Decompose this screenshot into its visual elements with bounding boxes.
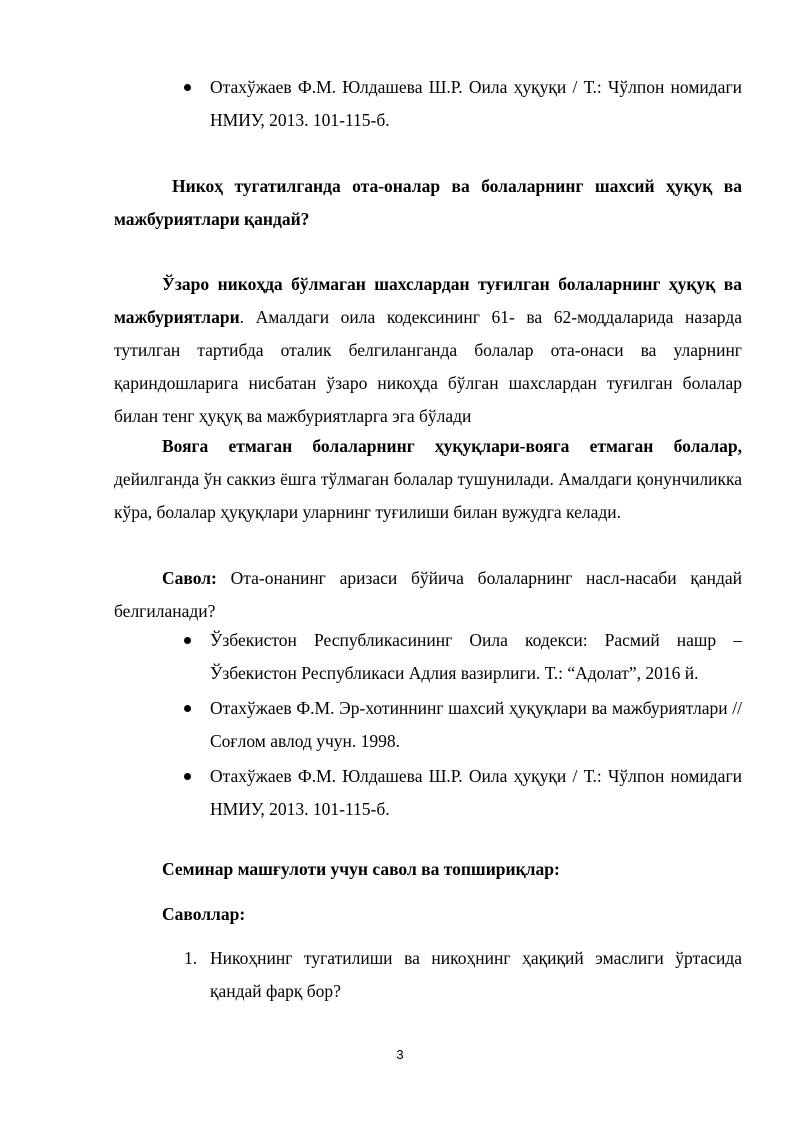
paragraph-2-text: дейилганда ўн саккиз ёшга тўлмаган болалар тушунилади. Амалдаги қонунчиликка кўра, болалар ҳуқуқлари уларнинг туғилиши билан вужудга келади. [114, 469, 742, 522]
questions-heading-text: Саволлар: [162, 904, 246, 924]
bullet-dot-icon [184, 637, 191, 644]
bullet-dot-icon [184, 773, 191, 780]
section-heading-text: Никоҳ тугатилганда ота-оналар ва болаларнинг шахсий ҳуқуқ ва мажбуриятлари қандай? [114, 176, 742, 229]
paragraph-1-text: . Амалдаги оила кодексининг 61- ва 62-моддаларида назарда тутилган тартибда оталик белгиланганда болалар ота-онаси ва уларнинг қариндошларига нисбатан ўзаро никоҳда бўлган шахслардан туғилган болалар билан тенг ҳуқуқ ва мажбуриятларга эга бўлади [114, 307, 742, 426]
reference-text: Отахўжаев Ф.М. Юлдашева Ш.Р. Оила ҳуқуқи / Т.: Чўлпон номидаги НМИУ, 2013. 101-115-б. [210, 766, 742, 819]
page-number: 3 [396, 1047, 404, 1062]
numbered-question-list [184, 942, 742, 1008]
paragraph-1 [114, 268, 742, 433]
reference-item [184, 760, 742, 826]
question-paragraph [114, 562, 742, 628]
paragraph-2-lead: Вояга етмаган болаларнинг ҳуқуқлари-вояга етмаган болалар, [162, 436, 742, 456]
seminar-heading-text: Семинар машғулоти учун савол ва топшириқлар: [162, 859, 560, 879]
question-text: Ота-онанинг аризаси бўйича болаларнинг насл-насаби қандай белгиланади? [114, 568, 742, 621]
reference-text: Ўзбекистон Республикасининг Оила кодекси: Расмий нашр – Ўзбекистон Республикаси Адлия вазирлиги. Т.: “Адолат”, 2016 й. [210, 630, 742, 683]
questions-heading [114, 898, 742, 931]
top-reference-list [184, 71, 742, 139]
paragraph-1-lead: Ўзаро никоҳда бўлмаган шахслардан туғилган болаларнинг ҳуқуқ ва мажбуриятлари [114, 274, 742, 327]
reference-text: Отахўжаев Ф.М. Юлдашева Ш.Р. Оила ҳуқуқи / Т.: Чўлпон номидаги НМИУ, 2013. 101-115-б. [210, 77, 742, 130]
reference-item [184, 71, 742, 137]
question-number: 1. [184, 948, 198, 968]
mid-reference-list [184, 624, 742, 828]
bullet-dot-icon [184, 84, 191, 91]
seminar-heading [114, 853, 742, 886]
question-label: Савол: [162, 568, 217, 588]
numbered-question-text: Никоҳнинг тугатилиши ва никоҳнинг ҳақиқий эмаслиги ўртасида қандай фарқ бор? [210, 948, 742, 1001]
paragraph-2 [114, 430, 742, 529]
reference-text: Отахўжаев Ф.М. Эр-хотиннинг шахсий ҳуқуқлари ва мажбуриятлари // Соғлом авлод учун. 1998. [210, 698, 742, 751]
numbered-question-item [184, 942, 742, 1008]
reference-item [184, 624, 742, 690]
section-heading [114, 170, 742, 236]
bullet-dot-icon [184, 705, 191, 712]
reference-item [184, 692, 742, 758]
